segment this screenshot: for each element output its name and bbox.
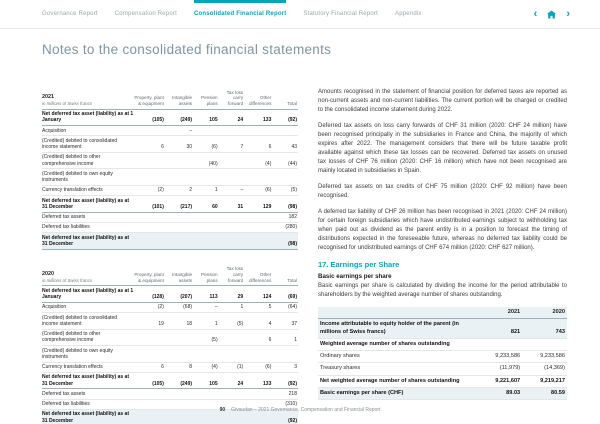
table-row: Deferred tax assets 182 (42, 212, 298, 222)
table-row: Deferred tax liabilities (310) (42, 399, 298, 409)
table-header-row (42, 265, 298, 286)
page-title: Notes to the consolidated financial statements (42, 42, 332, 57)
table-row: Net deferred tax asset (liability) as at 1 January (105) (249) 105 24 133 (92) (42, 109, 298, 126)
nav-tab[interactable]: Compensation Report (114, 11, 177, 17)
table-row: (Credited) debited to consolidated income statement 6 30 (6) 7 6 43 (42, 136, 298, 153)
paragraph-basic-eps: Basic earnings per share is calculated by dividing the income for the period attributable to shareholders by the weighted average number of shares outstanding. (318, 283, 567, 298)
notes-text-column (318, 88, 567, 400)
paragraph-deferred-tax-liability: A deferred tax liability of CHF 26 million has been recognised in 2021 (2020: CHF 24 million) for certain foreign subsidiaries which have undistributed earnings subject to withholding tax when paid out as dividend as the parent entity is in a position to forecast the timing of distributions expected in the foreseeable future, whereas no deferred tax liability could be recognised for undistributed earnings of CHF 674 million (2020: CHF 627 million). (318, 209, 567, 251)
home-icon[interactable] (547, 10, 556, 19)
column-header: Intangible assets (165, 265, 193, 286)
nav-tab[interactable]: Governance Report (42, 11, 98, 17)
table-row: Acquisition – (42, 126, 298, 136)
column-header: Intangible assets (165, 88, 193, 109)
paragraph-tax-credits: Deferred tax assets on tax credits of CHF 75 million (2020: CHF 92 million) have been recognised. (318, 184, 567, 199)
nav-tab[interactable]: Consolidated Financial Report (193, 11, 287, 17)
table-row: (Credited) debited to other comprehensive income (40) (4) (44) (42, 152, 298, 169)
paragraph-loss-carry-forwards: Deferred tax assets on loss carry forwards of CHF 31 million (2020: CHF 24 million) have been recognised principally in the subsidiaries in France and China, the majority of which expires after 2022. The management considers that there will be future taxable profit available against which these tax losses can be recovered. Deferred tax assets on unused tax losses of CHF 76 million (2020: CHF 16 million) which have not been recognised are mainly located in subsidiaries in Spain. (318, 123, 567, 174)
deferred-tax-table-2020 (42, 265, 298, 424)
deferred-tax-section (42, 88, 298, 424)
column-header: Property, plant & equipment (134, 88, 165, 109)
column-header: Tax loss carry forward (219, 88, 245, 109)
section-17-heading: 17. Earnings per Share (318, 260, 400, 269)
eps-row: Basic earnings per share (CHF) 89.03 80.59 (318, 387, 567, 399)
column-header: Pension plans (193, 265, 219, 286)
column-header: Property, plant & equipment (134, 265, 165, 286)
paragraph-deferred-tax-position: Amounts recognised in the statement of financial position for deferred taxes are reported as non-current assets and non-current liabilities. The current portion will be charged or credited to the consolidated income statement during 2022. (318, 89, 567, 113)
eps-row: Income attributable to equity holder of the parent (in millions of Swiss francs) 821 743 (318, 319, 567, 339)
column-header: Tax loss carry forward (219, 265, 245, 286)
table-row: Deferred tax liabilities (280) (42, 222, 298, 232)
table-row: Deferred tax assets 218 (42, 389, 298, 399)
table-row: Currency translation effects 6 8 (4) (1) (6) 3 (42, 362, 298, 372)
table-row: (Credited) debited to consolidated income statement 19 18 1 (5) 4 37 (42, 313, 298, 330)
top-navigation (0, 0, 600, 29)
table-year-unit: 2020 in millions of Swiss francs (42, 265, 134, 286)
footer-text: Givaudan – 2021 Governance, Compensation and Financial Report (231, 407, 381, 413)
column-header: Other differences (244, 265, 272, 286)
deferred-tax-table-2021 (42, 88, 298, 250)
eps-table (318, 307, 567, 400)
page-footer (0, 407, 600, 413)
eps-row: Treasury shares (11,979) (14,369) (318, 363, 567, 375)
basic-eps-heading: Basic earnings per share (318, 273, 392, 280)
table-row: (Credited) debited to other comprehensive income (5) 6 1 (42, 329, 298, 346)
eps-subhead-row: Weighted average number of shares outstanding (318, 338, 567, 350)
nav-tabs (42, 11, 422, 17)
eps-year-header: 2021 (477, 307, 522, 319)
column-header: Total (272, 265, 298, 286)
eps-year-header: 2020 (522, 307, 567, 319)
eps-row: Net weighted average number of shares outstanding 9,221,607 9,219,217 (318, 375, 567, 387)
chevron-right-icon[interactable]: › (566, 7, 570, 20)
table-header-row (42, 88, 298, 109)
column-header: Pension plans (193, 88, 219, 109)
table-row: Net deferred tax asset (liability) as at 31 December (98) (42, 233, 298, 250)
eps-row: Ordinary shares 9,233,586 9,233,586 (318, 351, 567, 363)
nav-tab[interactable]: Statutory Financial Report (303, 11, 378, 17)
table-row: Net deferred tax asset (liability) as at 31 December (101) (217) 60 31 129 (98) (42, 196, 298, 213)
column-header: Other differences (244, 88, 272, 109)
table-row: Net deferred tax asset (liability) as at 1 January (128) (207) 113 29 124 (69) (42, 286, 298, 303)
table-row: (Credited) debited to own equity instruments (42, 169, 298, 186)
table-row: Net deferred tax asset (liability) as at 31 December (105) (249) 105 24 133 (92) (42, 372, 298, 389)
chevron-left-icon[interactable]: ‹ (533, 7, 538, 20)
page-number: 90 (219, 407, 226, 413)
nav-tab[interactable]: Appendix (395, 11, 422, 17)
nav-icons (534, 9, 570, 20)
column-header: Total (272, 88, 298, 109)
table-year-unit: 2021 in millions of Swiss francs (42, 88, 134, 109)
table-row: Acquisition (2) (68) – 1 5 (64) (42, 302, 298, 312)
eps-header-row (318, 307, 567, 319)
table-row: Net deferred tax asset (liability) as at 31 December (92) (42, 409, 298, 424)
table-row: Currency translation effects (2) 2 1 – (6) (5) (42, 185, 298, 195)
table-row: (Credited) debited to own equity instruments (42, 346, 298, 363)
